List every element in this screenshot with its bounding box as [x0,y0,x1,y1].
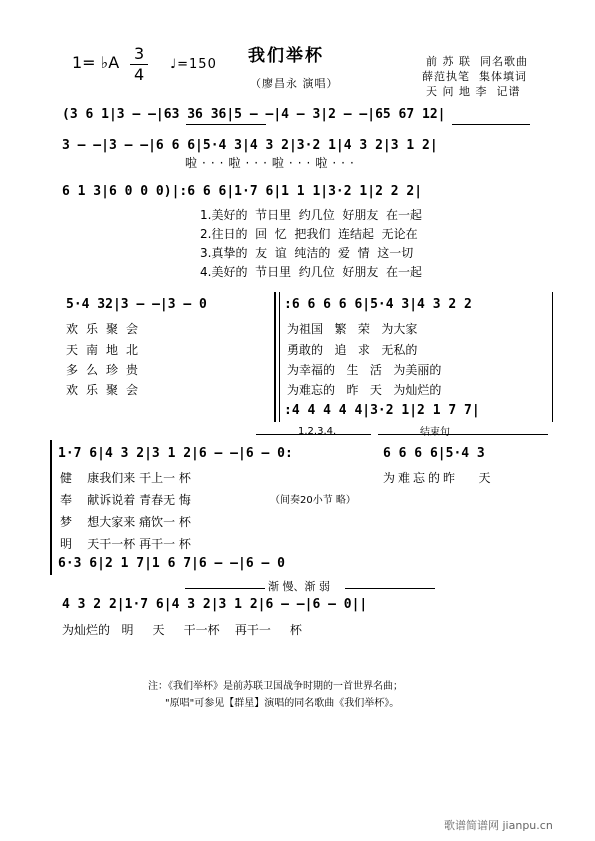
tempo-marking: ♩=150 [170,57,217,72]
score-row-3: 6 1 3|6 0 0 0)|:6 6 6|1·7 6|1 1 1|3·2 1|2 2 2| [62,184,423,199]
verse-1-line-a: 1.美好的 节日里 约几位 好朋友 在一起 [200,208,422,222]
verse-3-line-c: 梦 想大家来 痛饮一 杯 [60,515,191,529]
verse-2-line-b-left: 天南地北 [66,343,147,357]
score-row-1: (3 6 1|3 – –|63 36 36|5 – –|4 – 3|2 – –|65 67 12| [62,107,446,122]
final-lyric: 为灿烂的 明 天 干一杯 再干一 杯 [62,623,302,637]
watermark: 歌谱简谱网 jianpu.cn [444,819,553,832]
footnote-line-1: 注：《我们举杯》是前苏联卫国战争时期的一首世界名曲； [148,681,403,692]
dynamic-line [345,588,435,589]
score-row-5-right: :4 4 4 4 4|3·2 1|2 1 7 7| [284,403,480,418]
verse-1-line-c: 健 康我们来 干上一 杯 [60,471,191,485]
intro-lyric: 啦···啦···啦···啦··· [185,156,359,170]
verse-2-line-b-right: 勇敢的 追 求 无私的 [287,343,418,357]
score-row-6-right: 6 6 6 6|5·4 3 [383,446,485,461]
beam [452,124,530,125]
beam [186,124,266,125]
right-bar [552,292,553,422]
verse-1-line-b-right: 为祖国 繁 荣 为大家 [287,322,418,336]
footnote-line-2: "原唱"可参见【群星】演唱的同名歌曲《我们举杯》。 [165,698,400,709]
dynamic-line [185,588,265,589]
dynamic-marking: 渐 慢、渐 弱 [268,580,330,593]
verse-3-line-b-left: 多么珍贵 [66,363,147,377]
ending-bracket [378,434,548,435]
ending-label: 结束句 [420,427,450,438]
system-bar [50,440,52,575]
score-row-8: 4 3 2 2|1·7 6|4 3 2|3 1 2|6 – –|6 – 0|| [62,597,368,612]
ending-lyric: 为难忘的昨 天 [383,471,494,485]
interlude-note: （间奏20小节 略） [270,495,356,506]
verse-2-line-c: 奉 献诉说着 青春无 悔 [60,493,191,507]
credit-line-1: 前 苏 联 同名歌曲 [426,55,528,68]
key-signature: 1= ♭A [72,53,120,72]
volta-label: 1.2.3.4. [298,426,337,437]
verse-4-line-b-right: 为难忘的 昨 天 为灿烂的 [287,383,442,397]
verse-3-line-b-right: 为幸福的 生 活 为美丽的 [287,363,442,377]
credit-line-2: 薛范执笔 集体填词 [422,70,527,83]
time-signature-top: 3 [134,44,145,63]
score-row-6-left: 1·7 6|4 3 2|3 1 2|6 – –|6 – 0: [58,446,293,461]
verse-3-line-a: 3.真挚的 友 谊 纯洁的 爱 情 这一切 [200,246,414,260]
verse-4-line-a: 4.美好的 节日里 约几位 好朋友 在一起 [200,265,422,279]
repeat-bar-thin [279,292,280,422]
score-row-2: 3 – –|3 – –|6 6 6|5·4 3|4 3 2|3·2 1|4 3 2|3 1 2| [62,138,438,153]
verse-4-line-c: 明 天干一杯 再干一 杯 [60,537,191,551]
score-row-4-right: :6 6 6 6 6|5·4 3|4 3 2 2 [284,297,472,312]
score-row-4-left: 5·4 32|3 – –|3 – 0 [66,297,207,312]
song-title: 我们举杯 [248,46,324,66]
score-row-7: 6·3 6|2 1 7|1 6 7|6 – –|6 – 0 [58,556,285,571]
repeat-bar [274,292,276,422]
time-signature-bottom: 4 [134,65,145,84]
verse-1-line-b-left: 欢乐聚会 [66,322,147,336]
performer: （廖昌永 演唱） [250,77,339,90]
verse-4-line-b-left: 欢乐聚会 [66,383,147,397]
credit-line-3: 天 问 地 李 记谱 [426,85,521,98]
verse-2-line-a: 2.往日的 回 忆 把我们 连结起 无论在 [200,227,418,241]
